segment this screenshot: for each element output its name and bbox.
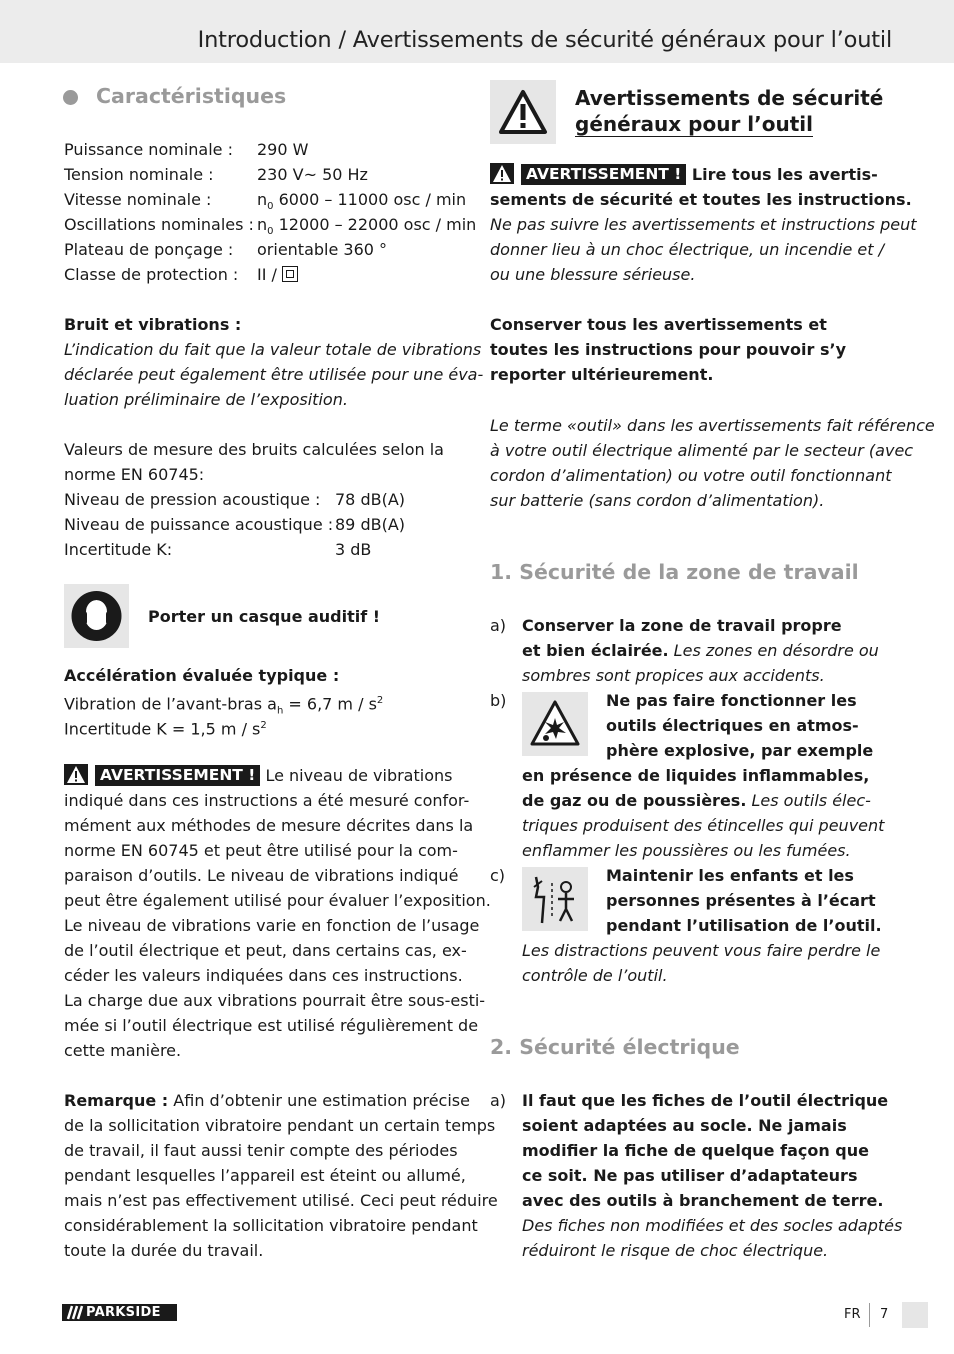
item-letter: a) (490, 1091, 507, 1110)
remark-line: de la sollicitation vibratoire pendant un certain temps (64, 1116, 496, 1135)
spec-label: Tension nominale : (64, 165, 214, 184)
vibration-warning-line: norme EN 60745 et peut être utilisé pour la com- (64, 841, 458, 860)
spec-label: Plateau de ponçage : (64, 240, 234, 259)
section-2-title: 2. Sécurité électrique (490, 1035, 740, 1059)
vibration-warning-line: mément aux méthodes de mesure décrites dans la (64, 816, 474, 835)
item-1b-line: triques produisent des étincelles qui peuvent (522, 816, 885, 835)
item-1b-line: en présence de liquides inflammables, (522, 766, 870, 785)
item-2a-line: Des fiches non modifiées et des socles adaptés (522, 1216, 903, 1235)
vibration-warning-line: indiqué dans ces instructions a été mesuré confor- (64, 791, 470, 810)
section-title-caracteristiques: Caractéristiques (96, 84, 287, 108)
item-2a-line: réduiront le risque de choc électrique. (522, 1241, 829, 1260)
vibration-warning-line: Le niveau de vibrations varie en fonction de l’usage (64, 916, 480, 935)
item-1b-line: enflammer les poussières ou les fumées. (522, 841, 851, 860)
warning-label: AVERTISSEMENT ! (521, 164, 686, 185)
general-warning-italic-line: ou une blessure sérieuse. (490, 265, 696, 284)
item-2a-line: avec des outils à branchement de terre. (522, 1191, 884, 1210)
vibration-warning-line: céder les valeurs indiquées dans ces instructions. (64, 966, 463, 985)
general-warning-line: sements de sécurité et toutes les instructions. (490, 190, 912, 209)
footer-language: FR (844, 1307, 861, 1322)
spec-label: Oscillations nominales : (64, 215, 254, 234)
item-1b-line: phère explosive, par exemple (606, 741, 874, 760)
spec-label: Classe de protection : (64, 265, 239, 284)
noise-label: Incertitude K: (64, 540, 173, 559)
item-1c-line: personnes présentes à l’écart (606, 891, 876, 910)
remark-line: mais n’est pas effectivement utilisé. Ceci peut réduire (64, 1191, 498, 1210)
term-definition-line: sur batterie (sans cordon d’alimentation). (490, 491, 825, 510)
explosive-hazard-icon (522, 692, 588, 756)
noise-intro-line: norme EN 60745: (64, 465, 205, 484)
keep-instructions-line: toutes les instructions pour pouvoir s’y (490, 340, 847, 359)
item-1b-line: de gaz ou de poussières. Les outils élec- (522, 791, 871, 810)
item-2a-line: Il faut que les fiches de l’outil électrique (522, 1091, 889, 1110)
brand-logo (62, 1304, 177, 1321)
noise-value: 78 dB(A) (335, 490, 406, 509)
main-section-title: Avertissements de sécurité généraux pour l’outil (575, 86, 884, 136)
vibration-warning-line: mée si l’outil électrique est utilisé régulièrement de (64, 1016, 479, 1035)
general-warning-italic-line: Ne pas suivre les avertissements et instructions peut (490, 215, 917, 234)
remark-line: de travail, il faut aussi tenir compte des périodes (64, 1141, 458, 1160)
accel-heading: Accélération évaluée typique : (64, 666, 340, 685)
item-1c-line: contrôle de l’outil. (522, 966, 668, 985)
item-1a-line: Conserver la zone de travail propre (522, 616, 842, 635)
vibration-warning-line: cette manière. (64, 1041, 182, 1060)
spec-label: Puissance nominale : (64, 140, 233, 159)
footer-gray-box (902, 1302, 928, 1328)
noise-value: 89 dB(A) (335, 515, 406, 534)
keep-instructions-line: reporter ultérieurement. (490, 365, 714, 384)
item-1c-line: Maintenir les enfants et les (606, 866, 854, 885)
item-1c-line: pendant l’utilisation de l’outil. (606, 916, 882, 935)
item-letter: b) (490, 691, 507, 710)
ear-protection-icon (64, 584, 129, 648)
term-definition-line: à votre outil électrique alimenté par le secteur (avec (490, 441, 914, 460)
item-2a-line: soient adaptées au socle. Ne jamais (522, 1116, 847, 1135)
item-letter: a) (490, 616, 507, 635)
item-1c-line: Les distractions peuvent vous faire perdre le (522, 941, 881, 960)
page-header (0, 0, 954, 63)
spec-value: II / (257, 262, 298, 287)
remark-first-line: Remarque : Afin d’obtenir une estimation précise (64, 1091, 470, 1110)
remark-line: considérablement la sollicitation vibratoire pendant (64, 1216, 478, 1235)
spec-label: Vitesse nominale : (64, 190, 212, 209)
protection-class-ii-icon (282, 266, 298, 282)
ear-protection-text: Porter un casque auditif ! (148, 607, 381, 626)
page-title: Introduction / Avertissements de sécurité généraux pour l’outil (197, 27, 892, 53)
vibration-warning-line: de l’outil électrique et peut, dans certains cas, ex- (64, 941, 467, 960)
bullet-dot (63, 90, 78, 105)
vibration-warning-line: peut être également utilisé pour évaluer l’exposition. (64, 891, 491, 910)
noise-intro-line: Valeurs de mesure des bruits calculées selon la (64, 440, 444, 459)
vibration-warning-first-line: AVERTISSEMENT ! Le niveau de vibrations (64, 763, 452, 788)
accel-line: Incertitude K = 1,5 m / $s^2$ (64, 719, 267, 739)
section-1-title: 1. Sécurité de la zone de travail (490, 560, 859, 584)
warning-triangle-icon (490, 163, 514, 184)
brand-stripes-icon (64, 1304, 86, 1321)
item-1b-line: outils électriques en atmos- (606, 716, 859, 735)
spec-value: orientable 360 ° (257, 240, 388, 259)
noise-italic-line: déclarée peut également être utilisée pour une éva- (64, 365, 484, 384)
noise-italic-line: L’indication du fait que la valeur totale de vibrations (64, 340, 482, 359)
keep-children-away-icon (522, 867, 588, 931)
item-2a-line: ce soit. Ne pas utiliser d’adaptateurs (522, 1166, 858, 1185)
item-1b-line: Ne pas faire fonctionner les (606, 691, 857, 710)
warning-triangle-large-icon (490, 80, 556, 144)
spec-value: 290 W (257, 140, 309, 159)
noise-heading: Bruit et vibrations : (64, 315, 242, 334)
general-warning-first-line: AVERTISSEMENT ! Lire tous les avertis- (490, 162, 878, 187)
spec-value: $n_0$ 12000 – 22000 osc / min (257, 215, 477, 238)
noise-label: Niveau de pression acoustique : (64, 490, 321, 509)
item-2a-line: modifier la fiche de quelque façon que (522, 1141, 869, 1160)
item-1a-line: sombres sont propices aux accidents. (522, 666, 825, 685)
term-definition-line: cordon d’alimentation) ou votre outil fonctionnant (490, 466, 892, 485)
item-letter: c) (490, 866, 506, 885)
item-1a-line: et bien éclairée. Les zones en désordre ou (522, 641, 879, 660)
vibration-warning-line: paraison d’outils. Le niveau de vibrations indiqué (64, 866, 459, 885)
term-definition-line: Le terme «outil» dans les avertissements fait référence (490, 416, 935, 435)
spec-value: $n_0$ 6000 – 11000 osc / min (257, 190, 467, 213)
noise-label: Niveau de puissance acoustique : (64, 515, 334, 534)
brand-name: PARKSIDE (86, 1305, 161, 1320)
noise-value: 3 dB (335, 540, 372, 559)
warning-triangle-icon (64, 764, 88, 785)
footer-divider (869, 1303, 870, 1327)
page-number: 7 (880, 1307, 889, 1322)
warning-label: AVERTISSEMENT ! (95, 765, 260, 786)
spec-value: 230 V~ 50 Hz (257, 165, 368, 184)
keep-instructions-line: Conserver tous les avertissements et (490, 315, 827, 334)
remark-line: toute la durée du travail. (64, 1241, 264, 1260)
noise-italic-line: luation préliminaire de l’exposition. (64, 390, 348, 409)
vibration-warning-line: La charge due aux vibrations pourrait être sous-esti- (64, 991, 486, 1010)
accel-line: Vibration de l’avant-bras $a_h = 6,7$ m / $s^2$ (64, 694, 384, 717)
remark-line: pendant lesquelles l’appareil est éteint ou allumé, (64, 1166, 466, 1185)
general-warning-italic-line: donner lieu à un choc électrique, un incendie et / (490, 240, 884, 259)
